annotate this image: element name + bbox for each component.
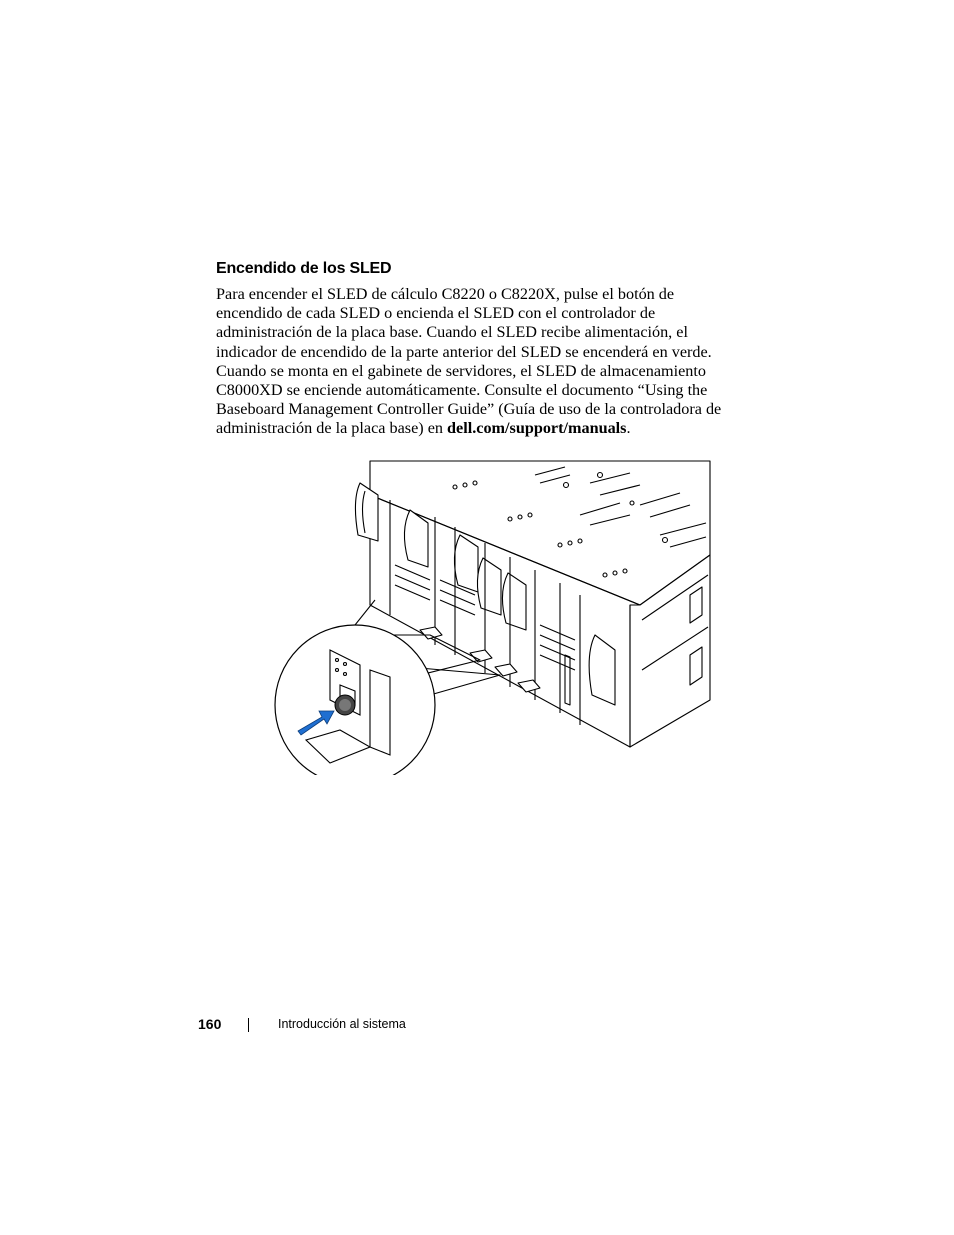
chapter-title: Introducción al sistema [278,1017,406,1031]
paragraph-end: . [626,419,631,438]
page-footer [0,1014,954,1038]
footer-separator [248,1018,249,1032]
section-heading: Encendido de los SLED [216,260,392,277]
page-number: 160 [198,1016,222,1032]
sled-power-illustration [270,455,720,775]
power-button-icon [335,695,355,715]
section-paragraph [216,285,726,439]
support-link[interactable]: dell.com/support/manuals [447,419,627,438]
paragraph-text: Para encender el SLED de cálculo C8220 o C8220X, pulse el botón de encendido de cada SLED o encienda el SLED con el controlador de administración de la placa base. Cuando el SLED recibe alimentación, el indicador de encendido de la parte anterior del SLED se encenderá en verde. Cuando se monta en el gabinete de servidores, el SLED de almacenamiento C8000XD se enciende automáticamente. Consulte el documento “Using the Baseboard Management Controller Guide” (Guía de uso de la controladora de administración de la placa base) en [216,285,722,438]
